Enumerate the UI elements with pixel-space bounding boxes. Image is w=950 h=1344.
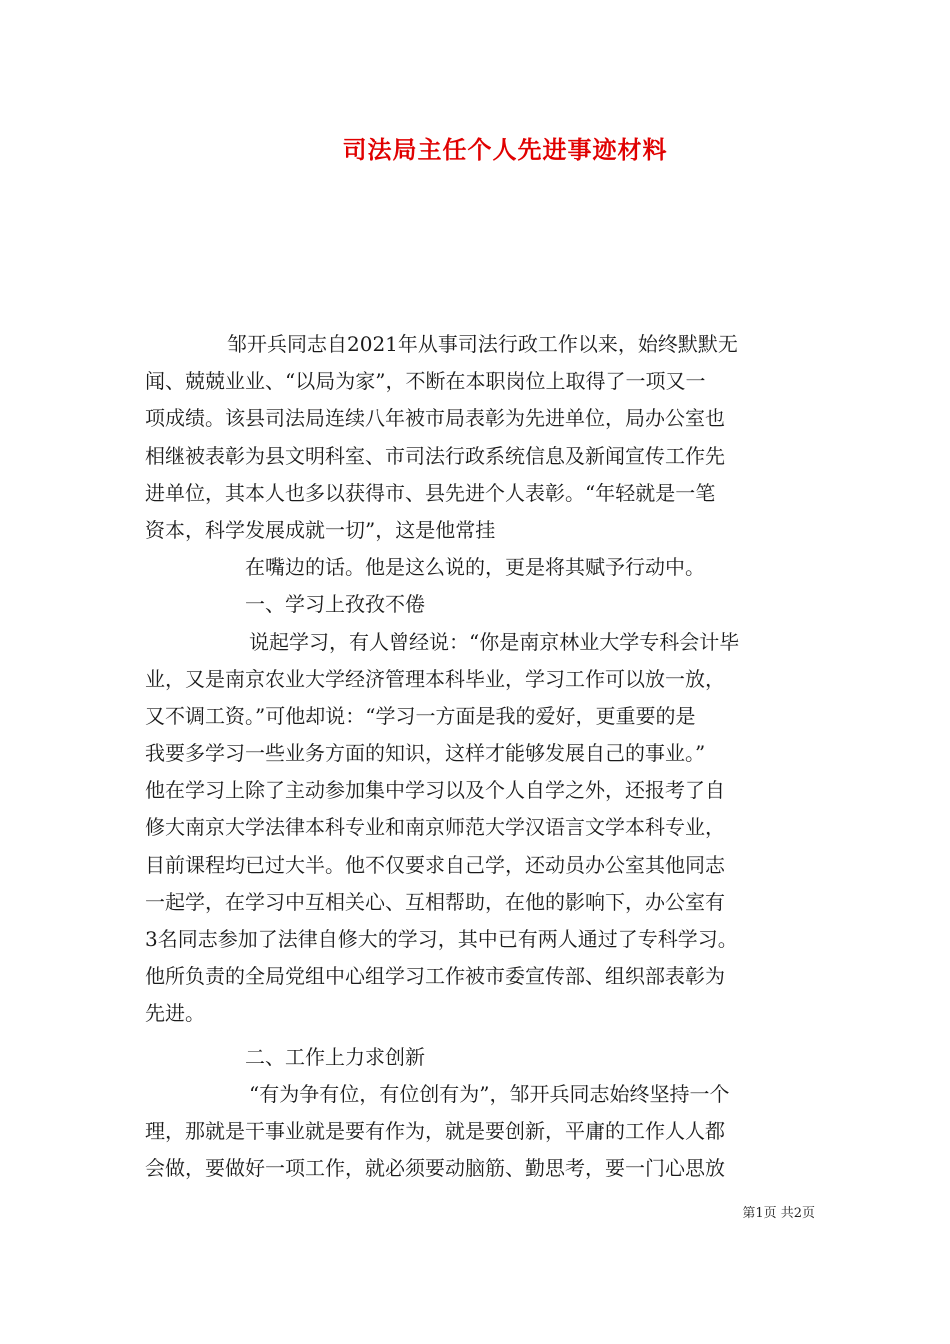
- paragraph-line: 会做，要做好一项工作，就必须要动脑筋、勤思考，要一门心思放: [145, 1156, 725, 1181]
- page-number: 第1页 共2页: [742, 1206, 815, 1221]
- document-title: 司法局主任个人先进事迹材料: [342, 136, 668, 164]
- paragraph-line: 说起学习，有人曾经说：“你是南京林业大学专科会计毕: [249, 629, 740, 654]
- section-heading: 二、工作上力求创新: [245, 1044, 425, 1069]
- paragraph-line: 先进。: [145, 1001, 205, 1026]
- paragraph-line: 项成绩。该县司法局连续八年被市局表彰为先进单位，局办公室也: [145, 406, 725, 431]
- paragraph-line: 邹开兵同志自2021年从事司法行政工作以来，始终默默无: [227, 332, 738, 356]
- paragraph-line: 修大南京大学法律本科专业和南京师范大学汉语言文学本科专业，: [145, 815, 725, 840]
- paragraph-line: 相继被表彰为县文明科室、市司法行政系统信息及新闻宣传工作先: [145, 443, 725, 468]
- paragraph-line: 资本，科学发展成就一切”，这是他常挂: [145, 517, 496, 542]
- paragraph-line: 业，又是南京农业大学经济管理本科毕业，学习工作可以放一放，: [145, 666, 725, 691]
- paragraph-line: 目前课程均已过大半。他不仅要求自己学，还动员办公室其他同志: [145, 852, 725, 877]
- paragraph-line: 进单位，其本人也多以获得市、县先进个人表彰。“年轻就是一笔: [145, 480, 716, 505]
- document-body: [145, 326, 809, 1187]
- paragraph-line: 我要多学习一些业务方面的知识，这样才能够发展自己的事业。”: [145, 741, 706, 766]
- paragraph-line: 理，那就是干事业就是要有作为，就是要创新，平庸的工作人人都: [145, 1118, 725, 1143]
- paragraph-line: 在嘴边的话。他是这么说的，更是将其赋予行动中。: [245, 555, 705, 580]
- paragraph-line: “有为争有位，有位创有为”，邹开兵同志始终坚持一个: [249, 1081, 730, 1106]
- paragraph-line: 他所负责的全局党组中心组学习工作被市委宣传部、组织部表彰为: [145, 964, 725, 989]
- paragraph-line: 闻、兢兢业业、“以局为家”，不断在本职岗位上取得了一项又一: [145, 369, 706, 394]
- paragraph-line: 他在学习上除了主动参加集中学习以及个人自学之外，还报考了自: [145, 778, 725, 803]
- section-heading: 一、学习上孜孜不倦: [245, 592, 425, 617]
- paragraph-line: 一起学，在学习中互相关心、互相帮助，在他的影响下，办公室有: [145, 889, 725, 914]
- paragraph-line: 3名同志参加了法律自修大的学习，其中已有两人通过了专科学习。: [145, 927, 738, 951]
- paragraph-line: 又不调工资。”可他却说：“学习一方面是我的爱好，更重要的是: [145, 703, 696, 728]
